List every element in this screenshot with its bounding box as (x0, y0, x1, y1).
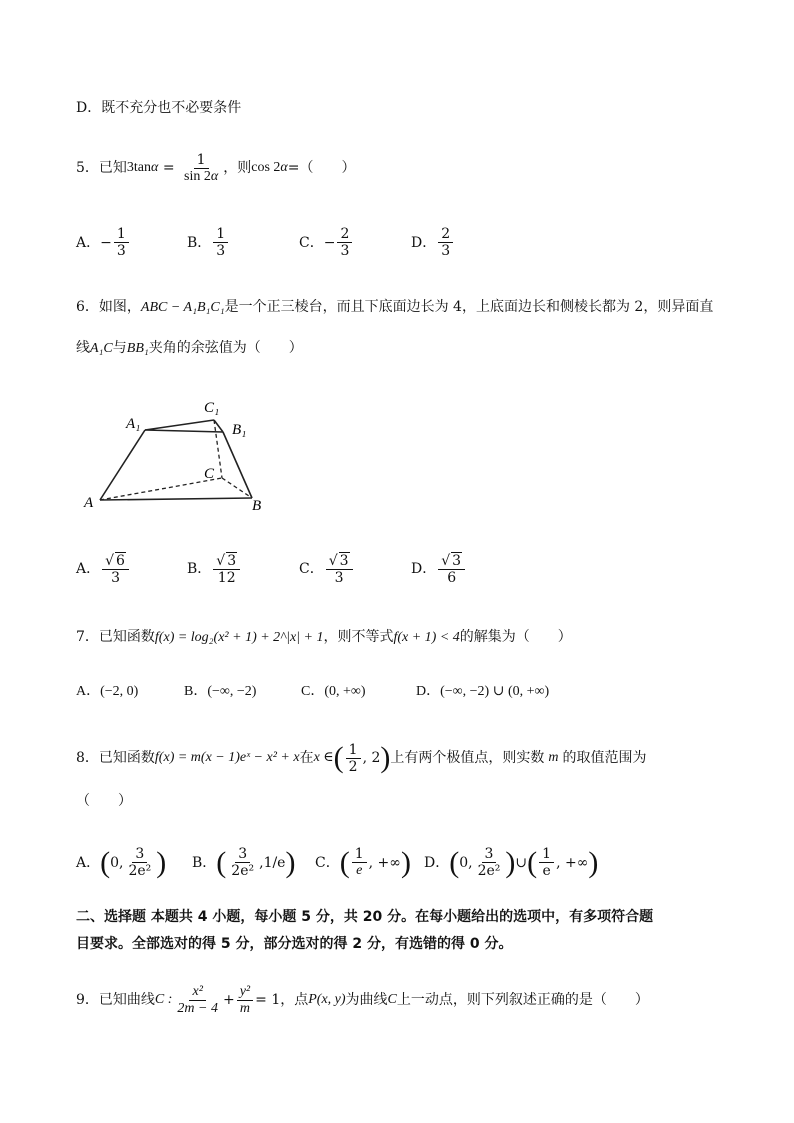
frac-num: 3 (235, 846, 250, 863)
option-value-post: , +∞ (368, 854, 401, 871)
frac-num: 1 (346, 742, 361, 759)
q7-tail: 的解集为（ ） (459, 629, 572, 645)
option-value-post: , +∞ (556, 854, 589, 871)
radicand: 3 (227, 553, 237, 569)
paren-open: ( (216, 845, 227, 879)
option-fraction (438, 552, 465, 586)
q9-eq: = 1 (255, 992, 281, 1008)
q8-paren-open: ( (333, 741, 344, 774)
frustum-figure (80, 390, 280, 520)
q8-option-a[interactable] (76, 846, 166, 879)
q8-line2: （ ） (76, 793, 132, 809)
question-6-line2 (76, 338, 303, 359)
option-label: D． (424, 854, 450, 871)
label-a1: A₁ (126, 416, 141, 432)
q8-in: 在 (299, 750, 314, 766)
radicand: 6 (116, 553, 125, 569)
option-label: D． (411, 234, 437, 251)
section-2-line1: 二、选择题 本题共 4 小题，每小题 5 分，共 20 分。在每小题给出的选项中，有多项符合题 (76, 909, 654, 925)
q6-and: 与 (112, 340, 127, 356)
paren-close: ) (400, 845, 411, 879)
q5-mid: ，则 (223, 160, 252, 176)
paren-close: ) (156, 845, 167, 879)
option-label: D． (411, 561, 437, 577)
option-label: C． (315, 854, 340, 871)
frac-num: √ 3 (213, 552, 240, 570)
q7-option-b[interactable] (184, 682, 256, 702)
frac-den: 3 (111, 570, 120, 586)
option-value: (0, +∞) (324, 684, 366, 699)
frac-den: e (356, 863, 363, 878)
frac-den: e (542, 863, 551, 879)
q6-option-b[interactable] (187, 552, 242, 586)
q8-tail: 的取值范围为 (562, 750, 647, 766)
question-9 (76, 980, 649, 1020)
frac-den: 2 (348, 758, 358, 775)
section-2-line2: 目要求。全部选对的得 5 分，部分选对的得 2 分，有选错的得 0 分。 (76, 936, 513, 952)
option-label: B． (192, 854, 217, 871)
frac-num: x² (189, 984, 205, 1001)
q6-line2-prefix: 线 (76, 340, 90, 356)
q5-den-func: sin 2 (184, 168, 211, 184)
frac-den: 6 (447, 570, 457, 586)
frac-den: 2e² (128, 863, 152, 879)
option-label: B． (187, 561, 212, 577)
frac-den: m (239, 1000, 250, 1016)
paren-open: ( (100, 845, 111, 879)
option-fraction (326, 552, 353, 586)
paren-close: ) (505, 845, 516, 879)
q9-tail: 上一动点，则下列叙述正确的是（ ） (396, 992, 649, 1008)
q5-option-a[interactable] (76, 226, 131, 259)
frac-num: √ 3 (438, 552, 465, 570)
q8-half (346, 742, 361, 775)
option-label: C． (301, 684, 325, 699)
q9-prefix: 9．已知曲线 (76, 992, 155, 1008)
q9-mid: ，点 (280, 992, 309, 1008)
edge-b1-b (223, 432, 252, 498)
q8-paren-close: ) (380, 741, 391, 774)
frac-num: 1 (213, 226, 228, 243)
frac-num: 3 (132, 846, 147, 863)
q5-alpha: α (151, 160, 159, 175)
label-c1: C₁ (204, 400, 220, 416)
q5-option-b[interactable] (187, 226, 230, 259)
option-fraction (337, 226, 352, 259)
frac-den: 2e² (477, 863, 501, 879)
option-fraction (352, 846, 367, 879)
q9-curve: C : (154, 992, 173, 1007)
q8-function: f(x) = m(x − 1)eˣ − x² + x (154, 750, 300, 765)
q6-frustum: ABC − A₁B₁C₁ (140, 300, 225, 315)
q9-text: 为曲线 (345, 992, 388, 1008)
paren-close: ) (285, 845, 296, 879)
q6-option-d[interactable] (411, 552, 467, 586)
question-8 (76, 738, 647, 778)
label-b: B (252, 498, 262, 514)
option-fraction-2 (539, 846, 554, 879)
paren-open-2: ( (527, 845, 538, 879)
radicand: 3 (339, 553, 349, 569)
frac-num: 1 (114, 226, 129, 243)
edge-a1-b1 (145, 430, 223, 432)
q8-text: 上有两个极值点，则实数 (390, 750, 545, 766)
option-fraction (102, 552, 129, 586)
option-value: (−∞, −2) (207, 684, 257, 699)
q7-mid: ，则不等式 (323, 629, 394, 645)
q9-frac-2 (237, 984, 253, 1017)
frac-num: 1 (539, 846, 554, 863)
edge-a1-c1 (145, 420, 214, 430)
comma: , (259, 854, 264, 871)
q7-option-c[interactable] (301, 682, 366, 702)
frac-den: 2e² (231, 863, 255, 879)
q5-frac-den (181, 169, 221, 185)
frac-num: y² (237, 984, 253, 1001)
option-fraction (438, 226, 453, 259)
q8-domain-var: x ∈ (313, 750, 334, 765)
q5-option-d[interactable] (411, 226, 455, 259)
frac-den: 3 (216, 243, 226, 259)
paren-close-2: ) (588, 845, 599, 879)
q5-eq: = (158, 160, 180, 176)
frac-num: √ 6 (102, 552, 129, 570)
q7-option-d[interactable] (416, 682, 549, 702)
q8-option-d[interactable] (424, 846, 598, 879)
option-label: A． (76, 561, 101, 577)
option-value: (−2, 0) (100, 684, 139, 699)
option-label: C． (299, 561, 324, 577)
q4-option-d: D．既不充分也不必要条件 (76, 100, 242, 116)
option-label: C． (299, 234, 324, 251)
q5-tail: =（ ） (287, 160, 356, 176)
label-c: C (204, 466, 215, 482)
option-label: B． (187, 234, 212, 251)
frac-num: 3 (482, 846, 497, 863)
option-fraction (228, 846, 257, 879)
q8-m: m (548, 750, 559, 765)
q5-fraction (181, 152, 221, 185)
q8-upper: , 2 (362, 750, 381, 766)
option-fraction (475, 846, 504, 879)
option-label: A． (76, 684, 101, 699)
q6-option-a[interactable] (76, 552, 131, 586)
frac-num: 1 (352, 846, 367, 863)
q5-cos-alpha: α (280, 160, 288, 175)
q8-option-b[interactable] (192, 846, 295, 879)
option-label: D． (416, 684, 441, 699)
paren-open: ( (339, 845, 350, 879)
paren-open: ( (449, 845, 460, 879)
radicand: 3 (452, 553, 462, 569)
q5-prefix: 5．已知 (76, 160, 127, 176)
label-a: A (84, 495, 94, 511)
q7-option-a[interactable] (76, 682, 138, 702)
q9-c: C (387, 992, 397, 1007)
label-b1: B₁ (232, 422, 247, 438)
option-value: (−∞, −2) ∪ (0, +∞) (440, 684, 550, 699)
option-fraction (213, 552, 240, 586)
q6-a1c: A₁C (90, 341, 113, 356)
edge-a1-a (100, 430, 145, 500)
frac-den: 3 (441, 243, 451, 259)
frac-den: 3 (116, 243, 126, 259)
frac-num: 2 (438, 226, 453, 243)
q7-prefix: 7．已知函数 (76, 629, 155, 645)
edge-a-b (100, 498, 252, 500)
option-fraction (114, 226, 129, 259)
frac-den: 3 (334, 570, 344, 586)
option-sign: − (323, 234, 336, 251)
q9-frac-1 (174, 984, 221, 1017)
union: ∪ (515, 854, 528, 871)
q5-option-c[interactable] (299, 226, 354, 259)
q6-line2-text: 夹角的余弦值为（ ） (148, 340, 303, 356)
question-6-line1 (76, 297, 713, 318)
option-sign: − (100, 234, 112, 251)
q9-point: P(x, y) (308, 992, 346, 1007)
frac-den: 3 (340, 243, 350, 259)
frac-num: √ 3 (326, 552, 353, 570)
question-5 (76, 148, 356, 188)
option-value-pre: 0, (459, 854, 473, 871)
q9-plus: + (222, 992, 235, 1008)
option-value-pre: 0, (110, 854, 124, 871)
option-fraction (213, 226, 228, 259)
q6-option-c[interactable] (299, 552, 355, 586)
q6-text: 是一个正三棱台，而且下底面边长为 4，上底面边长和侧棱长都为 2，则异面直 (224, 299, 714, 315)
q7-inequality: f(x + 1) < 4 (393, 630, 460, 645)
q8-option-c[interactable] (315, 846, 411, 879)
q6-prefix: 6．如图， (76, 299, 141, 315)
option-label: A． (76, 854, 101, 871)
option-label: A． (76, 234, 101, 251)
q5-eq-left: 3tan (126, 160, 152, 175)
option-value-post: 1/e (263, 854, 286, 871)
q6-bb1: BB₁ (126, 341, 149, 356)
frac-num: 2 (337, 226, 352, 243)
q8-prefix: 8．已知函数 (76, 750, 155, 766)
frac-den: 12 (217, 570, 236, 586)
option-fraction (125, 846, 154, 879)
frac-den: 2m − 4 (177, 1000, 218, 1016)
q5-cos: cos 2 (251, 160, 281, 175)
question-7 (76, 627, 572, 648)
q7-function: f(x) = log₂(x² + 1) + 2^|x| + 1 (154, 630, 324, 645)
option-label: B． (184, 684, 208, 699)
q5-frac-num: 1 (194, 152, 209, 169)
q5-den-alpha: α (210, 168, 219, 184)
